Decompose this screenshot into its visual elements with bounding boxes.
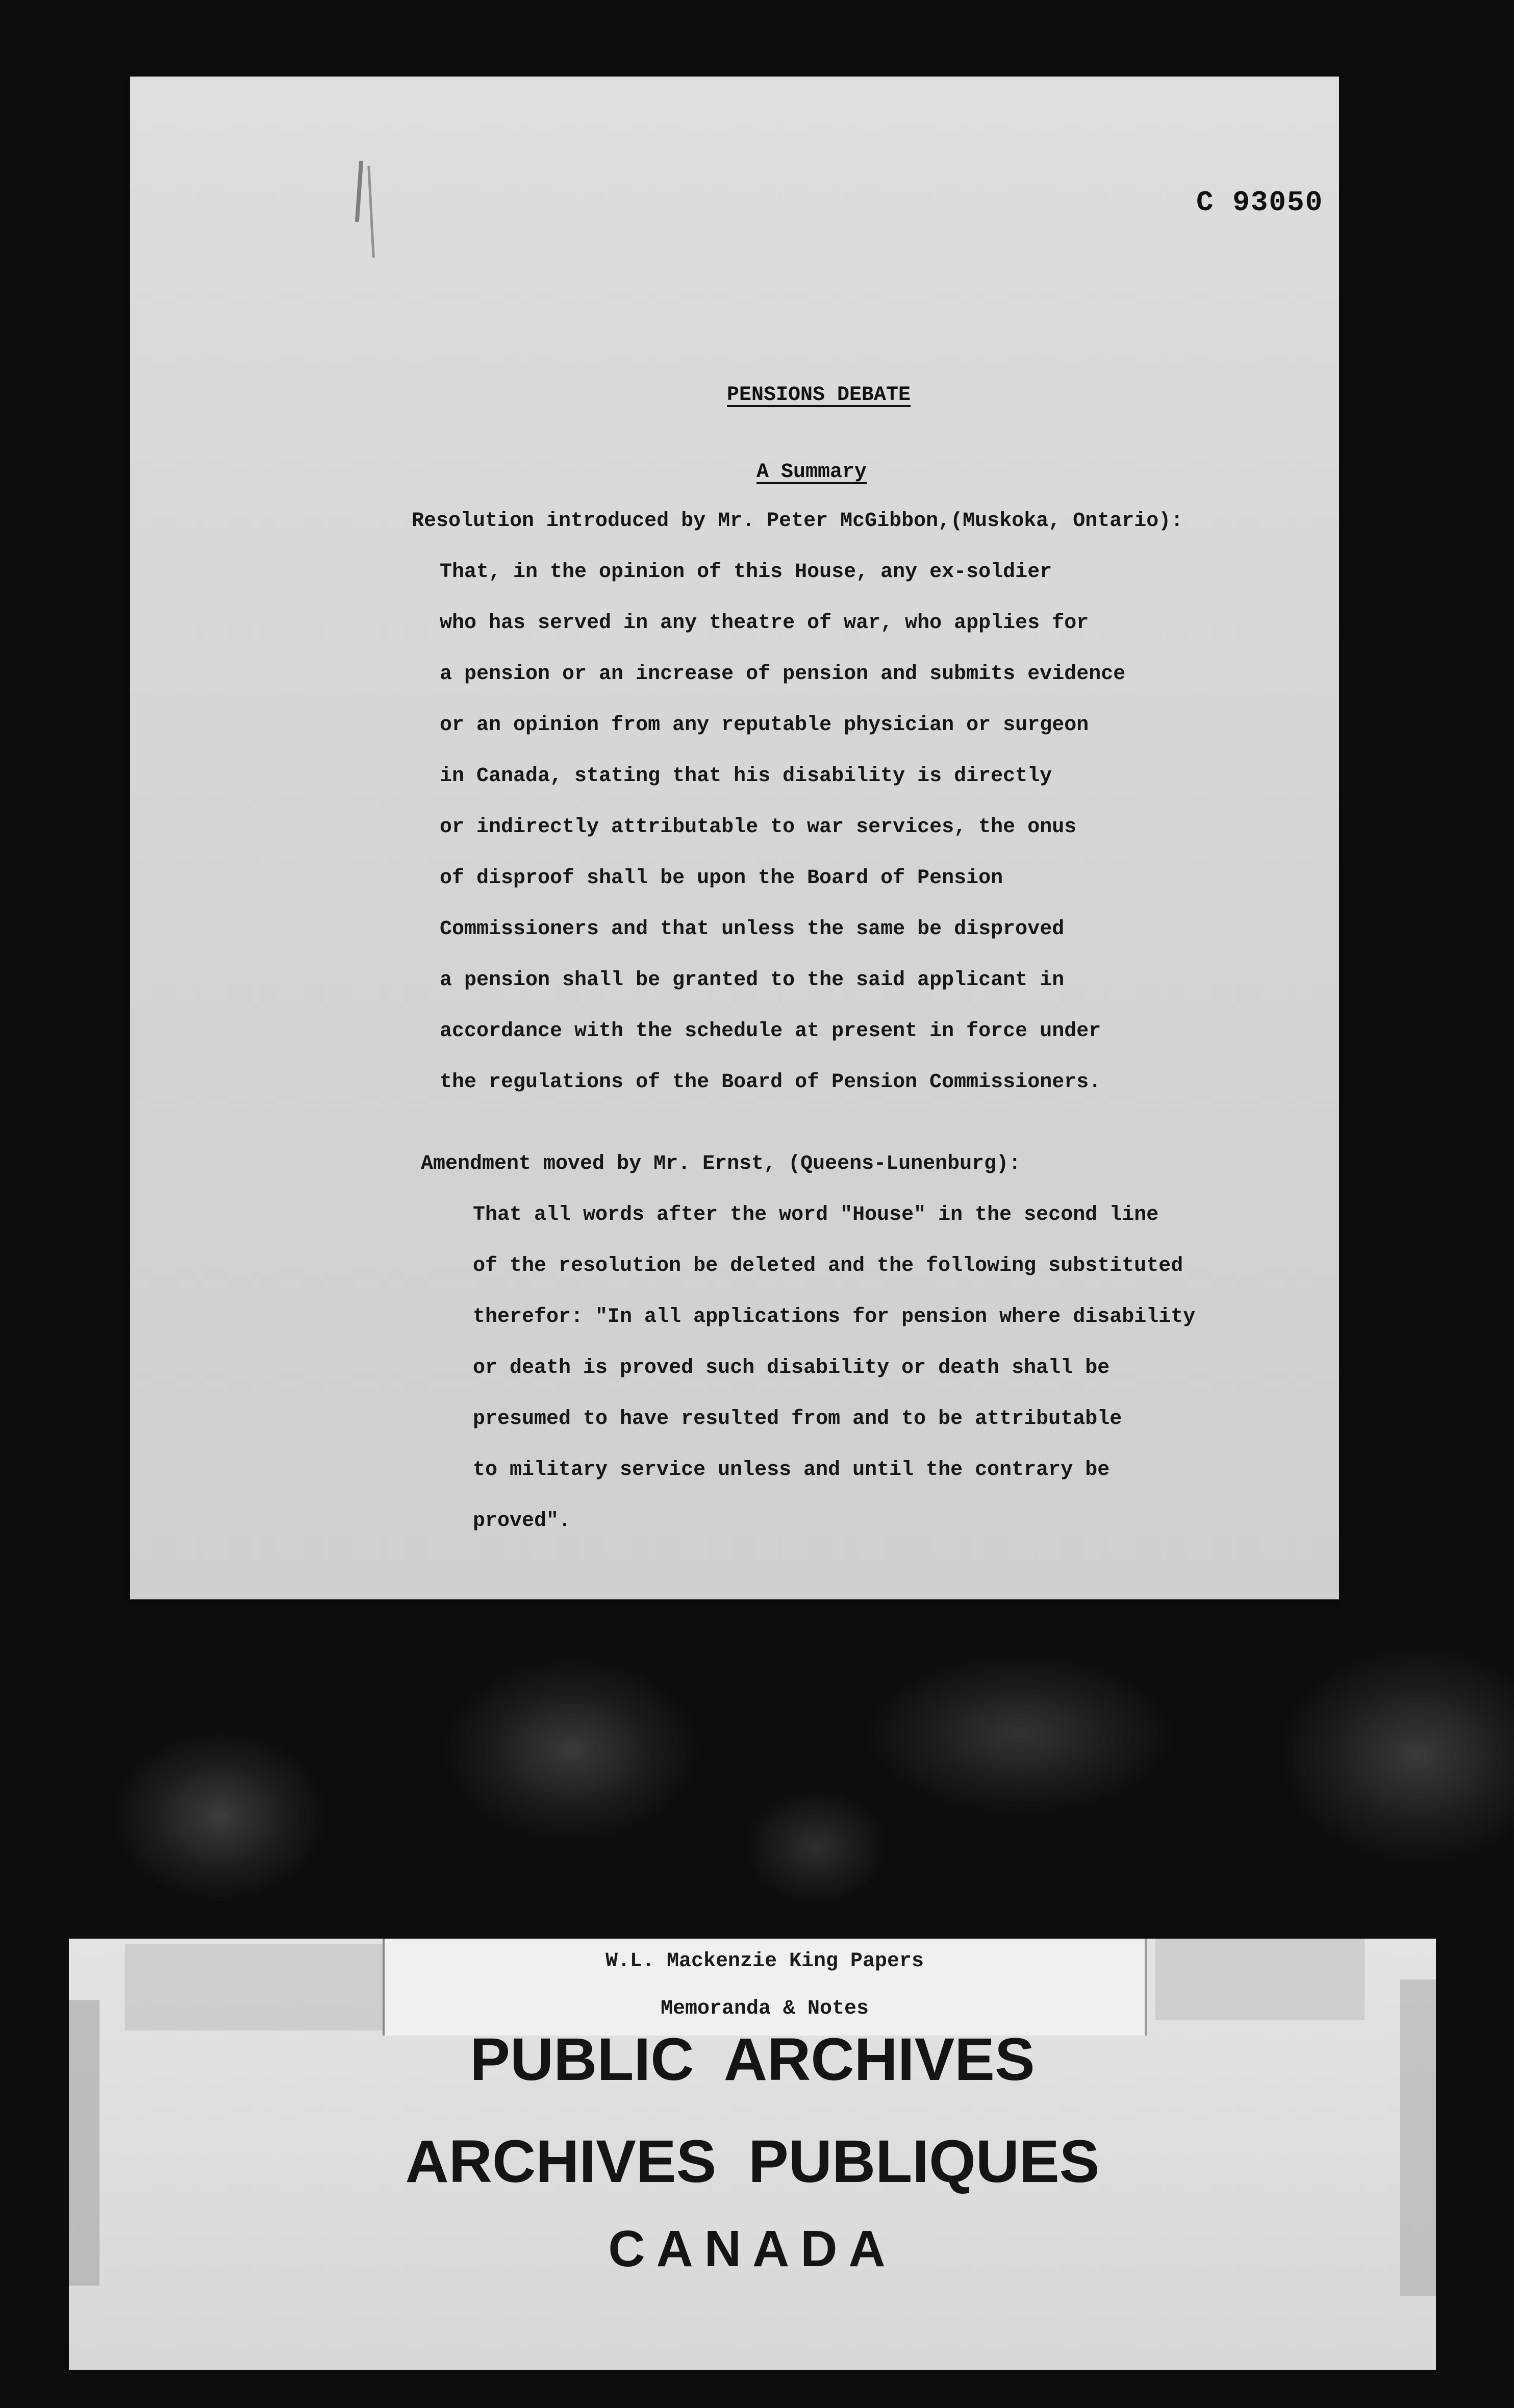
resolution-line: That, in the opinion of this House, any ex-soldier: [440, 561, 1052, 584]
margin-pencil-mark: [355, 161, 363, 222]
collection-series: Memoranda & Notes: [660, 1997, 869, 2020]
resolution-line: or indirectly attributable to war services, the onus: [440, 816, 1077, 839]
resolution-line: in Canada, stating that his disability is directly: [440, 765, 1052, 788]
archive-country: CANADA: [608, 2220, 897, 2277]
reference-number: C 93050: [1196, 186, 1324, 219]
archive-name-english: PUBLIC ARCHIVES: [470, 2026, 1035, 2093]
resolution-line: a pension shall be granted to the said applicant in: [440, 969, 1065, 992]
resolution-line: a pension or an increase of pension and submits evidence: [440, 663, 1126, 686]
resolution-line: the regulations of the Board of Pension Commissioners.: [440, 1071, 1101, 1094]
resolution-line: who has served in any theatre of war, who applies for: [440, 612, 1089, 635]
resolution-heading: Resolution introduced by Mr. Peter McGibbon,(Muskoka, Ontario):: [412, 510, 1183, 533]
archive-name-french: ARCHIVES PUBLIQUES: [405, 2128, 1100, 2195]
collection-slip: [383, 1939, 1147, 2036]
resolution-line: Commissioners and that unless the same be disproved: [440, 918, 1065, 941]
resolution-line: of disproof shall be upon the Board of Pension: [440, 867, 1003, 890]
amendment-line: of the resolution be deleted and the following substituted: [473, 1255, 1183, 1277]
margin-pencil-mark: [367, 166, 374, 258]
typed-document-page: [130, 77, 1339, 1599]
amendment-line: That all words after the word "House" in the second line: [473, 1203, 1159, 1226]
resolution-line: accordance with the schedule at present in force under: [440, 1020, 1101, 1043]
amendment-line: therefor: "In all applications for pension where disability: [473, 1306, 1196, 1328]
resolution-line: or an opinion from any reputable physician or surgeon: [440, 714, 1089, 737]
amendment-line: or death is proved such disability or death shall be: [473, 1357, 1110, 1379]
document-subtitle: A Summary: [756, 461, 867, 484]
amendment-line: to military service unless and until the contrary be: [473, 1459, 1110, 1482]
torn-paper-fragment: [1155, 1939, 1365, 2020]
amendment-line: presumed to have resulted from and to be attributable: [473, 1408, 1122, 1431]
amendment-line: proved".: [473, 1510, 571, 1533]
amendment-heading: Amendment moved by Mr. Ernst, (Queens-Lunenburg):: [421, 1152, 1021, 1175]
torn-paper-fragment: [125, 1944, 411, 2030]
document-title: PENSIONS DEBATE: [727, 384, 911, 407]
collection-name: W.L. Mackenzie King Papers: [605, 1950, 924, 1973]
